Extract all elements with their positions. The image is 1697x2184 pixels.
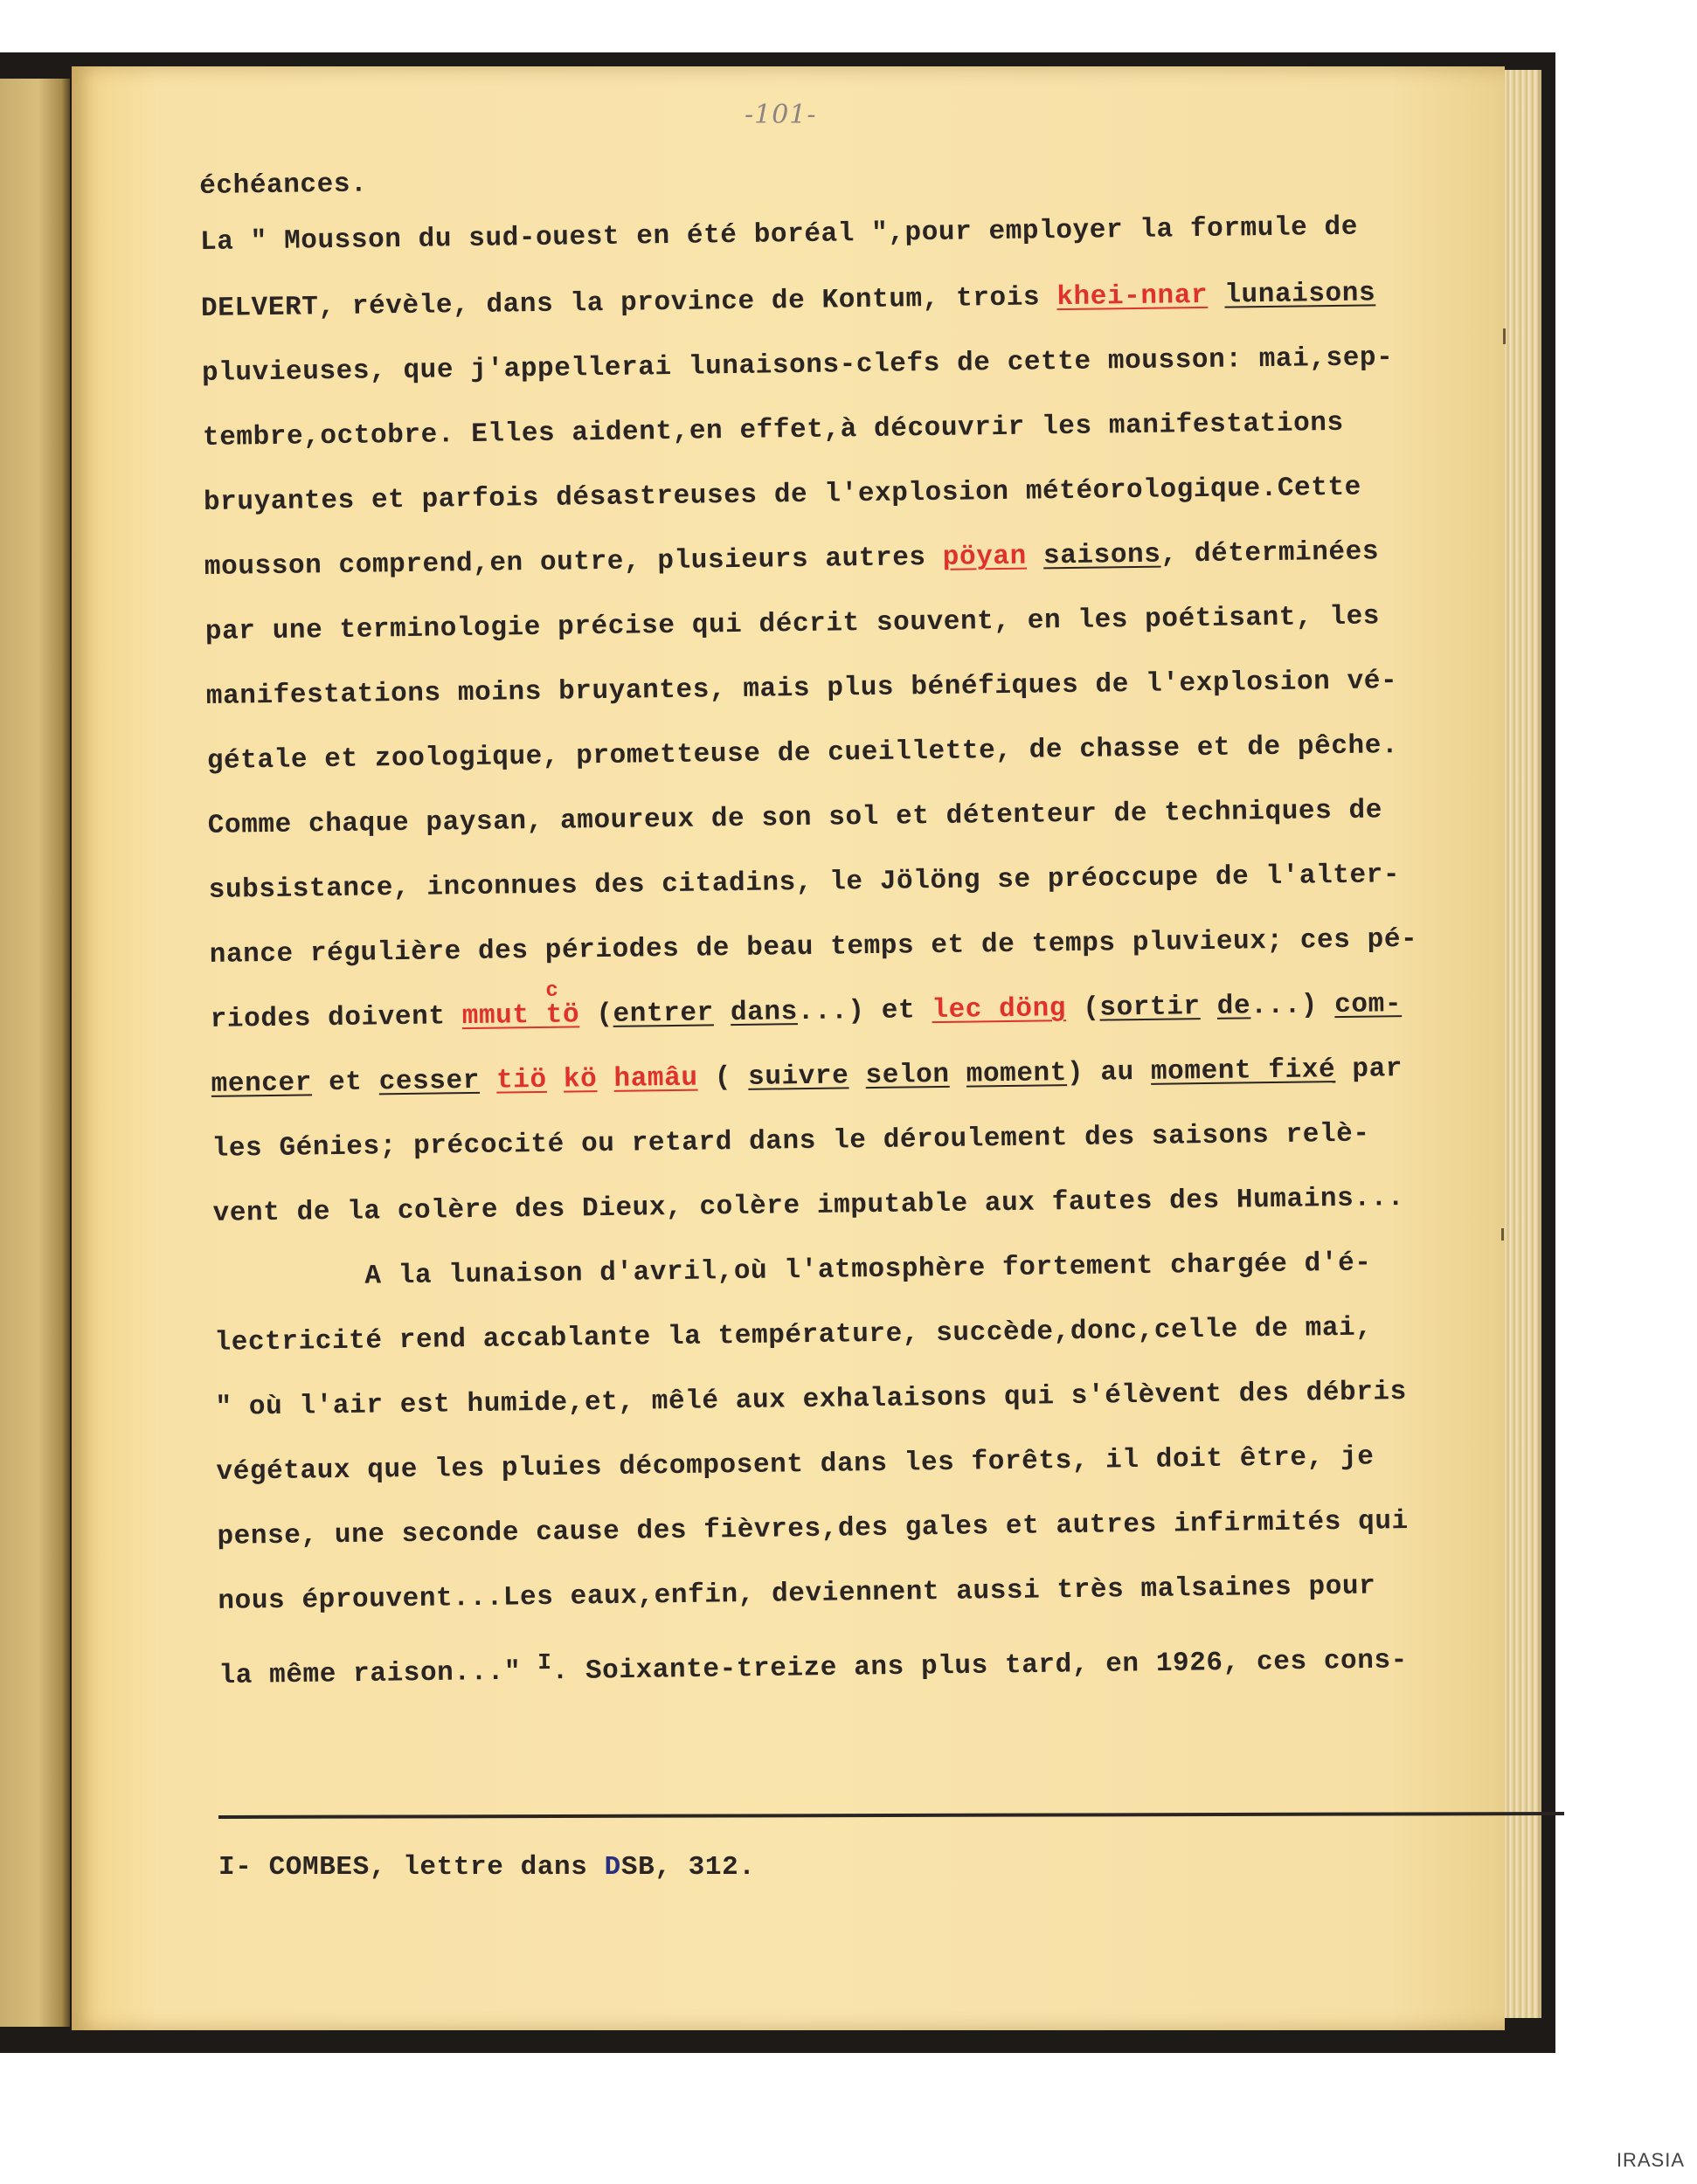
text-line: riodes doivent mmut tö c (entrer dans...) et lec döng (sortir de...) com- (210, 987, 1402, 1038)
vernacular-term: mmut tö (461, 999, 580, 1033)
translation-term: dans (730, 997, 799, 1029)
translation-term: cesser (378, 1065, 481, 1098)
text-line: mencer et cesser tiö kö hamâu ( suivre selon moment) au moment fixé par (211, 1054, 1403, 1100)
text-line: la même raison..." $^I$. Soixante-treize ans plus tard, en 1926, ces cons- (218, 1645, 1409, 1692)
text-line: DELVERT, révèle, dans la province de Kontum, trois khei-nnar lunaisons (200, 278, 1376, 324)
text-line: tembre,octobre. Elles aident,en effet,à découvrir les manifestations (202, 407, 1344, 453)
previous-page-edge (0, 79, 70, 2027)
watermark: IRASIA (1616, 2149, 1685, 2171)
footnote-marker: I (537, 1648, 552, 1676)
text-line: gétale et zoologique, prometteuse de cueillette, de chasse et de pêche. (206, 730, 1399, 777)
vernacular-term: kö (563, 1064, 598, 1095)
corrected-letter: D (604, 1852, 621, 1883)
footnote: I- COMBES, lettre dans DSB, 312. (218, 1852, 756, 1883)
text-line: mousson comprend,en outre, plusieurs autres pöyan saisons, déterminées (204, 536, 1380, 583)
text-line: A la lunaison d'avril,où l'atmosphère fortement chargée d'é- (213, 1248, 1372, 1294)
footnote-separator (218, 1812, 1564, 1819)
margin-mark (1503, 328, 1506, 344)
margin-mark (1501, 1228, 1504, 1241)
translation-term: com- (1334, 989, 1403, 1021)
page-number: -101- (745, 100, 817, 130)
text-line: lectricité rend accablante la température, succède,donc,celle de mai, (214, 1312, 1373, 1358)
text-line: les Génies; précocité ou retard dans le déroulement des saisons relè- (211, 1118, 1370, 1165)
text-line: végétaux que les pluies décomposent dans les forêts, il doit être, je (216, 1441, 1375, 1488)
vernacular-term: lec döng (932, 993, 1067, 1026)
translation-term: suivre (747, 1061, 849, 1093)
vernacular-term: khei-nnar (1056, 280, 1209, 314)
text-line: nous éprouvent...Les eaux,enfin, deviennent aussi très malsaines pour (218, 1571, 1376, 1617)
text-line: nance régulière des périodes de beau temps et de temps pluvieux; ces pé- (209, 923, 1418, 971)
text-line: pluvieuses, que j'appellerai lunaisons-clefs de cette mousson: mai,sep- (201, 342, 1394, 389)
translation-term: moment (966, 1058, 1068, 1090)
translation-term: lunaisons (1224, 278, 1376, 311)
text-line: pense, une seconde cause des fièvres,des gales et autres infirmités qui (217, 1506, 1410, 1552)
text-line: échéances. (199, 169, 368, 202)
translation-term: de (1216, 991, 1251, 1022)
text-line: bruyantes et parfois désastreuses de l'explosion météorologique.Cette (203, 472, 1362, 518)
translation-term: moment fixé (1150, 1054, 1336, 1088)
typewritten-page (72, 66, 1505, 2030)
text-line: Comme chaque paysan, amoureux de son sol et détenteur de techniques de (207, 795, 1383, 841)
translation-term: mencer (211, 1068, 313, 1100)
translation-term: entrer (613, 998, 715, 1030)
vernacular-term: pöyan (942, 541, 1028, 573)
text-line: subsistance, inconnues des citadins, le Jölöng se préoccupe de l'alter- (208, 860, 1401, 906)
vernacular-term: tiö (495, 1064, 547, 1096)
translation-term: sortir (1099, 992, 1201, 1024)
translation-term: saisons (1042, 539, 1161, 572)
text-line: La " Mousson du sud-ouest en été boréal ",pour employer la formule de (199, 211, 1359, 258)
body-text (199, 151, 1571, 1692)
text-line: manifestations moins bruyantes, mais plus bénéfiques de l'explosion vé- (205, 666, 1398, 712)
text-line: par une terminologie précise qui décrit souvent, en les poétisant, les (204, 601, 1381, 647)
translation-term: selon (865, 1059, 950, 1092)
text-line: vent de la colère des Dieux, colère imputable aux fautes des Humains... (212, 1183, 1405, 1229)
text-line: " où l'air est humide,et, mêlé aux exhalaisons qui s'élèvent des débris (215, 1377, 1408, 1423)
handwritten-diacritic: c (545, 978, 559, 1003)
vernacular-term: hamâu (613, 1062, 698, 1095)
